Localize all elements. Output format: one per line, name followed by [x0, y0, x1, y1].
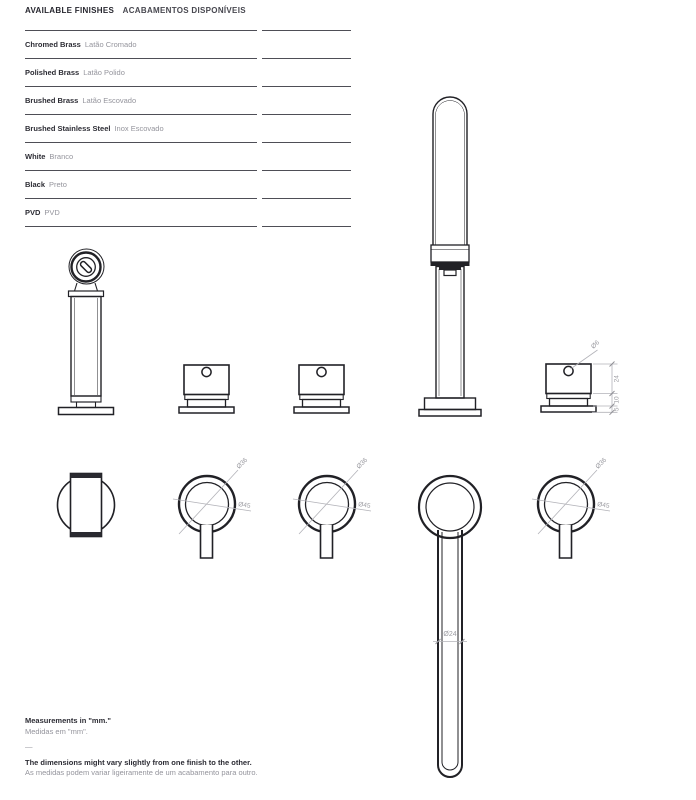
sprayer-side-view [59, 249, 114, 415]
dim-label-handle-base-diameter: Ø45 [596, 501, 610, 510]
footer-divider: — [25, 742, 33, 751]
dim-label-screw: Ø6 [589, 339, 602, 351]
finish-name-pt: PVD [44, 208, 60, 217]
dim-label-base: 5 [613, 407, 621, 412]
finish-name-en: Brushed Brass [25, 96, 79, 105]
finish-name-pt: Latão Polido [83, 68, 125, 77]
footer-notes [25, 716, 258, 779]
finish-name-en: White [25, 152, 46, 161]
finish-name-pt: Preto [49, 180, 67, 189]
finish-name-en: PVD [25, 208, 41, 217]
dim-label-handle-diameter: Ø36 [594, 456, 609, 471]
handle-dimensions [571, 339, 621, 415]
dim-label-handle-base-diameter: Ø45 [237, 501, 251, 510]
handle-top-view [532, 470, 610, 558]
finish-name-pt: Branco [49, 152, 74, 161]
finish-name-en: Black [25, 180, 46, 189]
spout-side-view [419, 97, 481, 416]
handle-side-view [541, 364, 596, 412]
handle-top-view [293, 470, 371, 558]
title-pt: ACABAMENTOS DISPONÍVEIS [122, 6, 246, 15]
handle-top-view [173, 470, 251, 558]
finish-name-en: Chromed Brass [25, 40, 81, 49]
dim-label-spout-diameter: Ø24 [443, 631, 457, 638]
handle-side-view [179, 365, 234, 413]
handle-side-view [294, 365, 349, 413]
finish-name-en: Brushed Stainless Steel [25, 124, 111, 133]
spout-top-view [419, 476, 481, 777]
screw-slot [80, 261, 93, 274]
dim-label-handle-base-diameter: Ø45 [357, 501, 371, 510]
dim-label-handle-diameter: Ø36 [355, 456, 370, 471]
dim-label-handle-diameter: Ø36 [235, 456, 250, 471]
note-measure-en: Measurements in "mm." [25, 716, 111, 725]
sprayer-top-view [58, 474, 115, 537]
finish-name-pt: Latão Escovado [82, 96, 137, 105]
finish-name-en: Polished Brass [25, 68, 80, 77]
note-variance-pt: As medidas podem variar ligeiramente de um acabamento para outro. [25, 768, 258, 777]
dim-label-height: 24 [613, 375, 621, 383]
title-en: AVAILABLE FINISHES [25, 6, 115, 15]
note-measure-pt: Medidas em "mm". [25, 726, 88, 736]
finish-name-pt: Inox Escovado [114, 124, 164, 133]
finish-name-pt: Latão Cromado [84, 40, 137, 49]
note-variance-en: The dimensions might vary slightly from one finish to the other. [25, 757, 252, 767]
spout-outlet [439, 266, 461, 270]
dim-label-step: 10 [613, 396, 621, 404]
